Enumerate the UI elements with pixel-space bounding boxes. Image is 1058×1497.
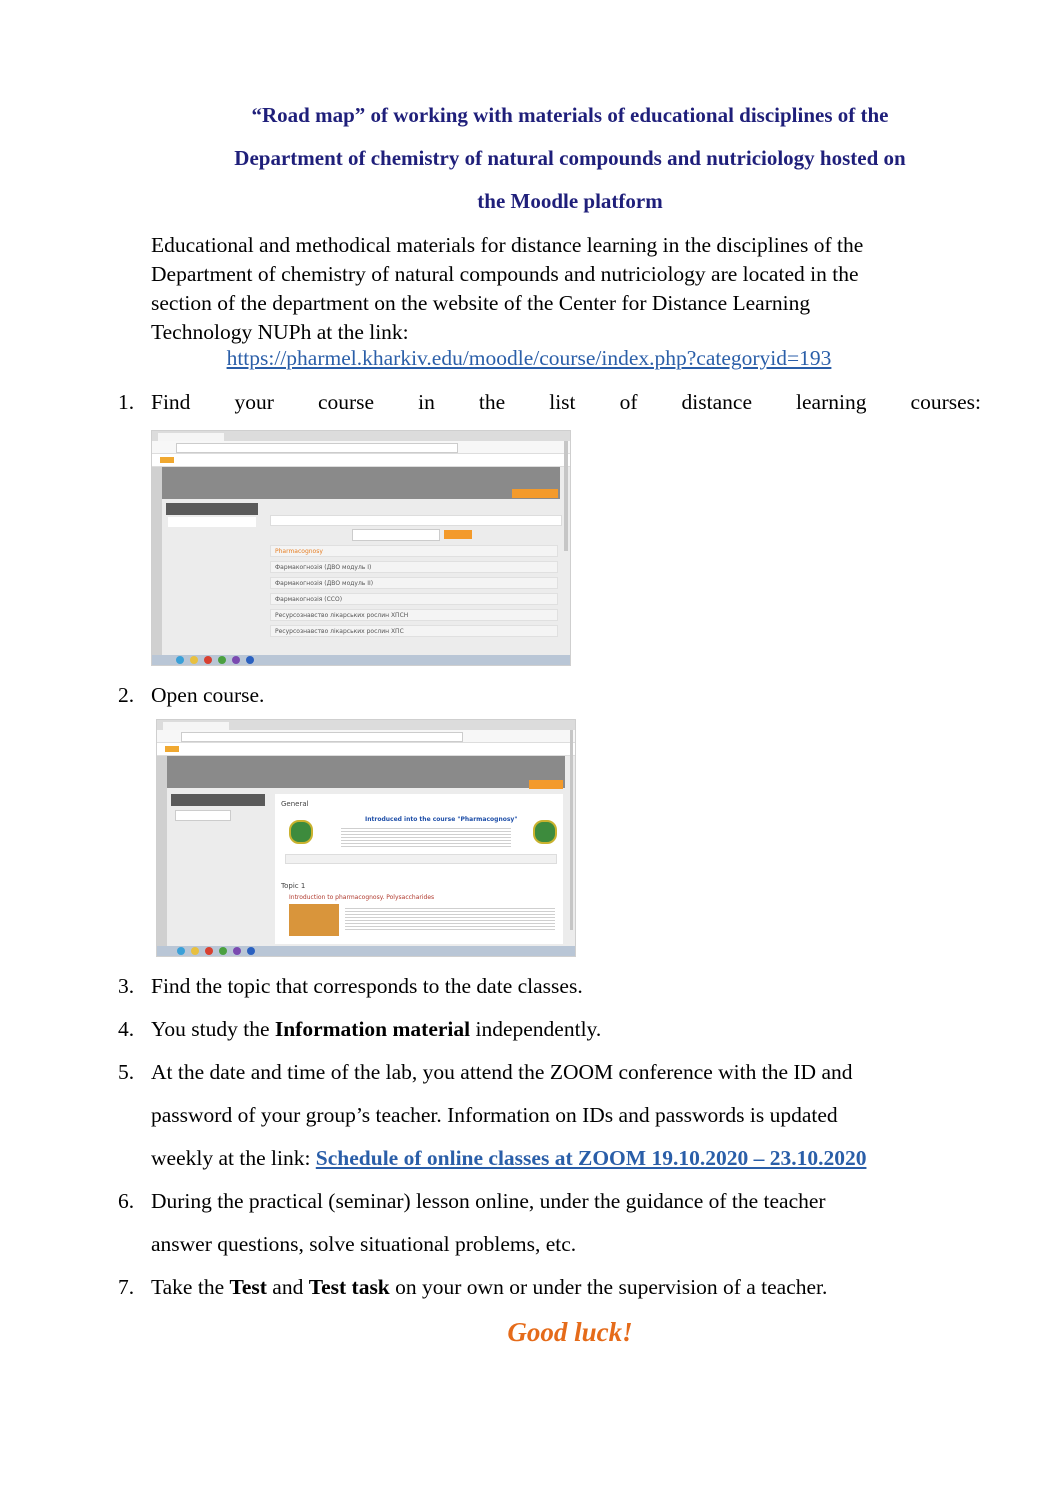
taskbar-icon bbox=[205, 947, 213, 955]
course-row: Pharmacognosy bbox=[270, 545, 558, 557]
step-5-line-3-pre: weekly at the link: bbox=[151, 1146, 316, 1170]
step-5-number: 5. bbox=[118, 1060, 135, 1084]
moodle-link-line bbox=[0, 346, 1058, 371]
moodle-top-nav bbox=[152, 454, 570, 467]
orange-header-button bbox=[529, 780, 563, 789]
taskbar-icon bbox=[191, 947, 199, 955]
intro-line: Department of chemistry of natural compounds and nutriciology are located in the bbox=[151, 262, 859, 286]
doc-title-line-2: Department of chemistry of natural compounds and nutriciology hosted on bbox=[234, 146, 906, 170]
university-emblem-left bbox=[289, 820, 313, 844]
taskbar-icon bbox=[219, 947, 227, 955]
course-intro-text bbox=[341, 826, 511, 848]
course-row: Фармакогнозія (ССО) bbox=[270, 593, 558, 605]
zoom-schedule-link[interactable]: Schedule of online classes at ZOOM 19.10.2020 – 23.10.2020 bbox=[315, 1146, 867, 1170]
step-7-bold-test: Test bbox=[229, 1275, 267, 1299]
intro-line: Educational and methodical materials for distance learning in the disciplines of the bbox=[151, 233, 864, 257]
step-6-number: 6. bbox=[118, 1189, 135, 1213]
browser-address-bar bbox=[152, 441, 570, 454]
doc-title-line-1: “Road map” of working with materials of educational disciplines of the bbox=[251, 103, 889, 127]
moodle-side-strip bbox=[157, 756, 167, 946]
doc-title-line-3: the Moodle platform bbox=[477, 189, 663, 213]
course-row: Фармакогнозія (ДВО модуль I) bbox=[270, 561, 558, 573]
moodle-page-header bbox=[162, 467, 560, 499]
step-1-text: Find your course in the list of distance learning courses: bbox=[151, 390, 981, 414]
step-5-line-3 bbox=[151, 1146, 981, 1171]
taskbar-icon bbox=[232, 656, 240, 664]
course-search-input bbox=[352, 529, 440, 541]
taskbar-icon bbox=[218, 656, 226, 664]
taskbar-icon bbox=[233, 947, 241, 955]
course-content-area bbox=[275, 794, 563, 944]
screenshot-course-page bbox=[156, 719, 576, 957]
step-4-bold: Information material bbox=[274, 1017, 471, 1041]
intro-line: Technology NUPh at the link: bbox=[151, 320, 409, 344]
step-1-number: 1. bbox=[118, 390, 135, 414]
search-box bbox=[270, 515, 562, 526]
section-topic-title: Topic 1 bbox=[281, 882, 306, 890]
step-5-line-2: password of your group’s teacher. Information on IDs and passwords is updated bbox=[151, 1103, 838, 1127]
step-7-bold-test-task: Test task bbox=[308, 1275, 390, 1299]
screenshot-course-list bbox=[151, 430, 571, 666]
left-block-panel bbox=[171, 794, 265, 806]
moodle-top-nav bbox=[157, 743, 575, 756]
moodle-page-header bbox=[167, 756, 565, 788]
course-row: Ресурсознавство лікарських рослин ХПСН bbox=[270, 609, 558, 621]
step-7-mid: and bbox=[266, 1275, 309, 1299]
left-block-select bbox=[175, 810, 231, 821]
forum-activity-row bbox=[285, 854, 557, 864]
taskbar-icon bbox=[177, 947, 185, 955]
step-7-pre: Take the bbox=[151, 1275, 230, 1299]
scrollbar bbox=[564, 441, 568, 551]
taskbar-icon bbox=[190, 656, 198, 664]
intro-line: section of the department on the website of the Center for Distance Learning bbox=[151, 291, 811, 315]
step-4-text bbox=[151, 1017, 981, 1042]
windows-taskbar bbox=[152, 655, 570, 665]
left-block-panel bbox=[166, 503, 258, 515]
moodle-side-strip bbox=[152, 467, 162, 655]
topic-title: Introduction to pharmacognosy. Polysaccharides bbox=[289, 894, 435, 901]
step-7-number: 7. bbox=[118, 1275, 135, 1299]
browser-tab-bar bbox=[157, 720, 575, 730]
course-row: Фармакогнозія (ДВО модуль II) bbox=[270, 577, 558, 589]
university-emblem-right bbox=[533, 820, 557, 844]
browser-tab-bar bbox=[152, 431, 570, 441]
step-7-text bbox=[151, 1275, 981, 1300]
step-2-text: Open course. bbox=[151, 683, 265, 707]
taskbar-icon bbox=[176, 656, 184, 664]
step-2-number: 2. bbox=[118, 683, 135, 707]
moodle-logo bbox=[165, 746, 179, 752]
course-search-button bbox=[444, 530, 472, 539]
course-row: Ресурсознавство лікарських рослин ХПС bbox=[270, 625, 558, 637]
step-4-pre: You study the bbox=[151, 1017, 275, 1041]
course-intro-heading: Introduced into the course "Pharmacognosy" bbox=[365, 816, 518, 823]
url-field bbox=[181, 732, 463, 742]
step-6-line-1: During the practical (seminar) lesson online, under the guidance of the teacher bbox=[151, 1189, 826, 1213]
taskbar-icon bbox=[204, 656, 212, 664]
step-6-line-2: answer questions, solve situational problems, etc. bbox=[151, 1232, 577, 1256]
section-general-title: General bbox=[281, 800, 309, 808]
scrollbar bbox=[570, 730, 573, 930]
browser-address-bar bbox=[157, 730, 575, 743]
step-5-line-1: At the date and time of the lab, you attend the ZOOM conference with the ID and bbox=[151, 1060, 853, 1084]
browser-tab bbox=[158, 433, 224, 441]
step-4-number: 4. bbox=[118, 1017, 135, 1041]
windows-taskbar bbox=[157, 946, 575, 956]
taskbar-icon bbox=[246, 656, 254, 664]
step-4-post: independently. bbox=[470, 1017, 602, 1041]
taskbar-icon bbox=[247, 947, 255, 955]
good-luck-closing: Good luck! bbox=[507, 1317, 633, 1347]
step-3-text: Find the topic that corresponds to the date classes. bbox=[151, 974, 583, 998]
url-field bbox=[176, 443, 458, 453]
orange-header-button bbox=[512, 489, 558, 498]
step-7-post: on your own or under the supervision of a teacher. bbox=[389, 1275, 828, 1299]
moodle-category-link[interactable]: https://pharmel.kharkiv.edu/moodle/course/index.php?categoryid=193 bbox=[226, 346, 832, 370]
left-block-select bbox=[168, 517, 256, 527]
polysaccharide-image bbox=[289, 904, 339, 936]
topic-description bbox=[345, 906, 555, 930]
intro-paragraph bbox=[151, 231, 991, 347]
moodle-logo bbox=[160, 457, 174, 463]
step-3-number: 3. bbox=[118, 974, 135, 998]
browser-tab bbox=[163, 722, 229, 730]
